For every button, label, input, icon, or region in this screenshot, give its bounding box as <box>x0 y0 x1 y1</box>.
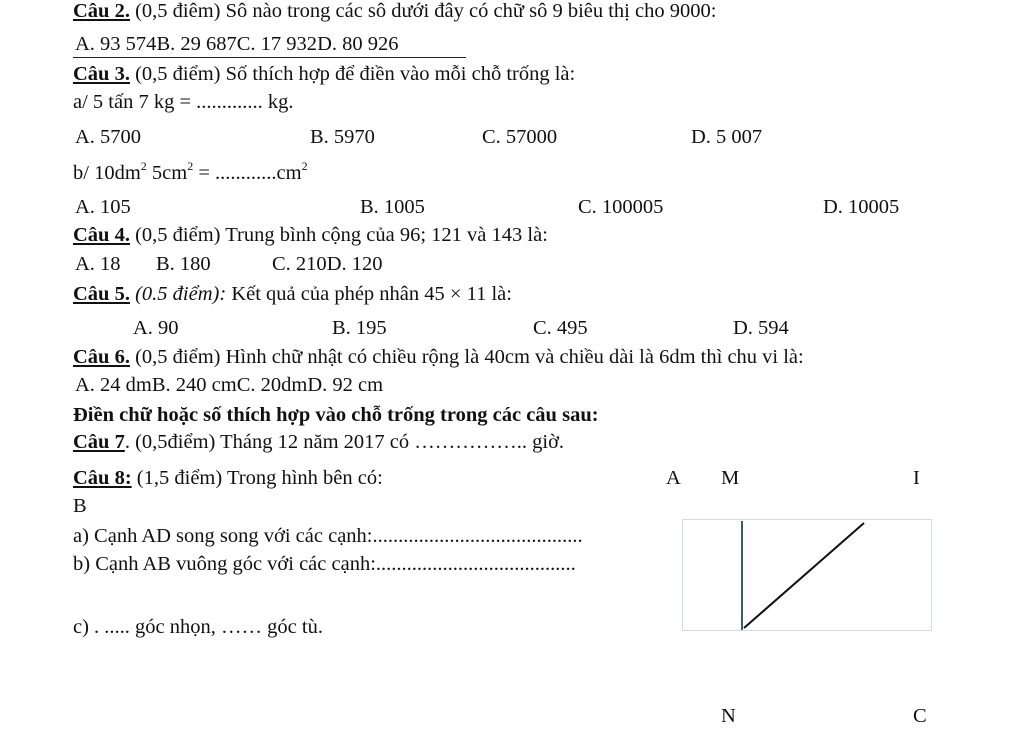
q3-text: (0,5 điểm) Số thích hợp để điền vào mỗi chỗ trống là: <box>129 63 576 85</box>
q3-option-b-d: D. 10005 <box>823 196 900 218</box>
q7-text: . (0,5điểm) Tháng 12 năm 2017 có …………….. giờ. <box>124 431 565 453</box>
q3-sup-1: 2 <box>140 159 147 173</box>
q6-option-d: D. 92 cm <box>307 374 384 396</box>
q5-option-d: D. 594 <box>733 317 789 339</box>
q3-option-a-a: A. 5700 <box>75 126 142 148</box>
q3-option-a-d: D. 5 007 <box>691 126 763 148</box>
figure-label-c: C <box>913 705 927 727</box>
q8-label: Câu 8: <box>73 467 132 489</box>
q3-sup-2: 2 <box>187 159 194 173</box>
q5-text: Kết quả của phép nhân 45 × 11 là: <box>226 283 512 305</box>
q3-part-b-1: b/ 10dm <box>73 162 141 184</box>
q5-option-c: C. 495 <box>533 317 588 339</box>
q3-option-a-c: C. 57000 <box>482 126 558 148</box>
q3-part-a: a/ 5 tấn 7 kg = ............. kg. <box>73 91 294 113</box>
q4-option-d: D. 120 <box>326 253 383 275</box>
q6-option-a: A. 24 dm <box>75 374 152 396</box>
q8-part-c: c) . ..... góc nhọn, …… góc tù. <box>73 616 323 638</box>
q3-sup-3: 2 <box>301 159 308 173</box>
q2-option-b: B. 29 687 <box>156 33 237 55</box>
q6-text: (0,5 điểm) Hình chữ nhật có chiều rộng là 40cm và chiều dài là 6dm thì chu vi là: <box>129 346 804 368</box>
q3-option-a-b: B. 5970 <box>310 126 375 148</box>
q3-label: Câu 3. <box>73 63 130 85</box>
section-heading: Điền chữ hoặc số thích hợp vào chỗ trống trong các câu sau: <box>73 404 599 426</box>
q6-option-b: B. 240 cm <box>151 374 237 396</box>
figure-label-i: I <box>913 467 920 489</box>
q4-option-c: C. 210 <box>272 253 327 275</box>
q8-part-a: a) Cạnh AD song song với các cạnh:......................................... <box>73 525 583 547</box>
q2-text: (0,5 điêm) Sô nào trong các sô dưới đây có chữ sô 9 biêu thị cho 9000: <box>129 0 717 22</box>
q2-option-c: C. 17 932 <box>236 33 318 55</box>
q5-score: (0.5 điểm): <box>129 283 227 305</box>
q4-option-a: A. 18 <box>75 253 121 275</box>
figure-label-a: A <box>666 467 681 489</box>
q2-option-d: D. 80 926 <box>317 33 399 55</box>
q4-option-b: B. 180 <box>156 253 211 275</box>
q5-option-b: B. 195 <box>332 317 387 339</box>
q6-label: Câu 6. <box>73 346 130 368</box>
q3-part-b-3: = ............cm <box>193 162 302 184</box>
q3-option-b-b: B. 1005 <box>360 196 425 218</box>
figure-label-m: M <box>721 467 740 489</box>
figure-label-n: N <box>721 705 736 727</box>
q7-label: Câu 7 <box>73 431 125 453</box>
q6-option-c: C. 20dm <box>236 374 308 396</box>
figure-diagonal <box>744 523 864 628</box>
q4-text: (0,5 điểm) Trung bình cộng của 96; 121 và 143 là: <box>129 224 548 246</box>
q8-part-b: b) Cạnh AB vuông góc với các cạnh:....................................... <box>73 553 576 575</box>
q3-option-b-c: C. 100005 <box>578 196 664 218</box>
q5-option-a: A. 90 <box>133 317 179 339</box>
q4-label: Câu 4. <box>73 224 130 246</box>
q3-option-b-a: A. 105 <box>75 196 131 218</box>
q5-label: Câu 5. <box>73 283 130 305</box>
q8-text: (1,5 điểm) Trong hình bên có: <box>131 467 383 489</box>
figure-label-b: B <box>73 495 87 517</box>
q3-part-b-2: 5cm <box>146 162 188 184</box>
q2-label: Câu 2. <box>73 0 130 22</box>
q2-option-a: A. 93 574 <box>75 33 157 55</box>
